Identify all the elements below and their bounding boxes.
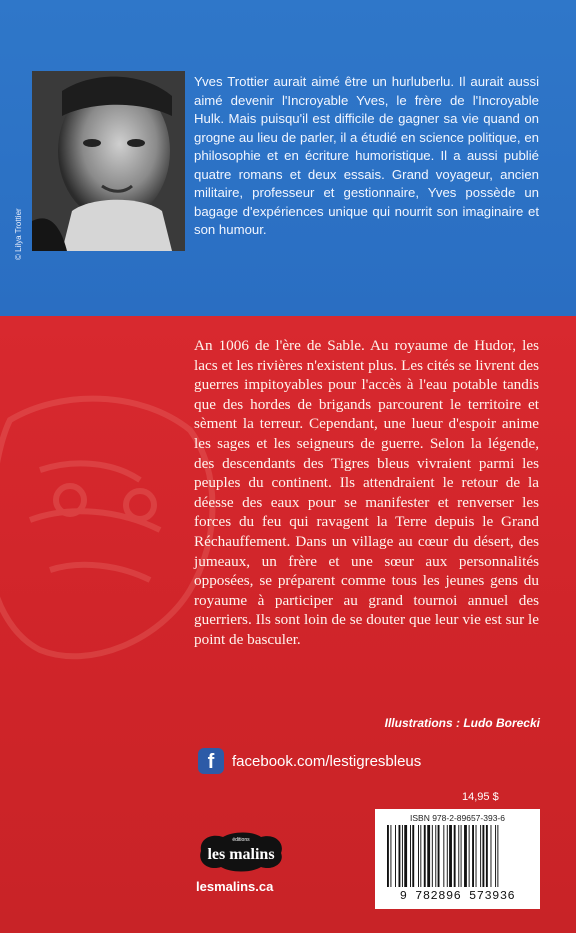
- price: 14,95 $: [462, 791, 499, 803]
- author-bio: [194, 73, 539, 240]
- barcode-bar: [476, 825, 477, 887]
- author-photo: [32, 71, 185, 251]
- barcode-bar: [495, 825, 496, 887]
- barcode-bar: [497, 825, 498, 887]
- author-bio-text: Yves Trottier aurait aimé être un hurluberlu. Il aurait aussi aimé devenir l'Incroyable Yves, le frère de l'Incroyable Hulk. Mais puisqu'il est difficile de gagner sa vie quand on grogne au lieu de parler, il a étudié en science politique, en philosophie et en écriture humoristique. Il a aussi publié quatre romans et deux essais. Grand voyageur, ancien militaire, professeur et gestionnaire, Yves possède un bagage d'expériences unique qui nourrit son imaginaire et son humour.: [194, 74, 539, 237]
- barcode-bar: [482, 825, 484, 887]
- publisher-logo-name: les malins: [207, 846, 275, 863]
- barcode-bar: [491, 825, 492, 887]
- publisher-logo-small-text: éditions: [232, 837, 250, 843]
- barcode-bars: [387, 825, 531, 887]
- barcode-bar: [438, 825, 440, 887]
- barcode-bar: [412, 825, 414, 887]
- barcode-bar: [395, 825, 396, 887]
- barcode-digits: 9 782896 573936: [399, 889, 516, 903]
- illustrations-credit: Illustrations : Ludo Borecki: [384, 716, 540, 730]
- isbn-text: ISBN 978-2-89657-393-6: [410, 813, 505, 823]
- barcode-bar: [458, 825, 459, 887]
- author-portrait-illustration: [32, 71, 185, 251]
- facebook-link[interactable]: [198, 748, 421, 774]
- barcode-bar: [399, 825, 401, 887]
- barcode-panel: [375, 809, 540, 909]
- barcode-bar: [469, 825, 470, 887]
- barcode-bar: [472, 825, 474, 887]
- barcode-bar: [435, 825, 436, 887]
- photo-credit: © Lilya Trottier: [14, 208, 23, 260]
- barcode-bar: [427, 825, 430, 887]
- barcode-bar: [424, 825, 426, 887]
- barcode-bar: [432, 825, 433, 887]
- publisher-website[interactable]: lesmalins.ca: [196, 879, 274, 894]
- book-summary: An 1006 de l'ère de Sable. Au royaume de Hudor, les lacs et les rivières n'existent plus. Les cités se livrent des guerres impitoyables pour l'accès à l'eau potable tandis que des hordes de brigands parcourent le territoire et sèment la terreur. Cependant, une lueur d'espoir anime les sages et les seigneurs de guerre. Selon la légende, des descendants des Tigres bleus vivraient parmi les peuples du continent. Ils attendraient le retour de la déesse des eaux pour se manifester et renverser les forces du feu qui ravagent la Terre depuis le Grand Réchauffement. Dans un village au cœur du désert, des jumeaux, un frère et une sœur aux personnalités opposées, se préparent comme tous les jeunes gens du royaume à participer au grand tournoi annuel des guerriers. Ils sont loin de se douter que leur vie est sur le point de basculer.: [194, 337, 539, 648]
- barcode-bar: [480, 825, 481, 887]
- publisher-logo: [197, 829, 285, 873]
- barcode-bar: [410, 825, 411, 887]
- barcode-bar: [418, 825, 419, 887]
- barcode-bar: [464, 825, 467, 887]
- facebook-icon: f: [198, 748, 224, 774]
- barcode-bar: [447, 825, 448, 887]
- barcode-bar: [390, 825, 391, 887]
- barcode-bar: [486, 825, 488, 887]
- barcode-bar: [404, 825, 407, 887]
- barcode-bar: [402, 825, 403, 887]
- barcode-bar: [443, 825, 444, 887]
- barcode-bar: [454, 825, 456, 887]
- barcode-bar: [461, 825, 462, 887]
- barcode-bar: [387, 825, 389, 887]
- barcode-bar: [449, 825, 452, 887]
- barcode-bar: [420, 825, 421, 887]
- facebook-url[interactable]: facebook.com/lestigresbleus: [232, 752, 422, 770]
